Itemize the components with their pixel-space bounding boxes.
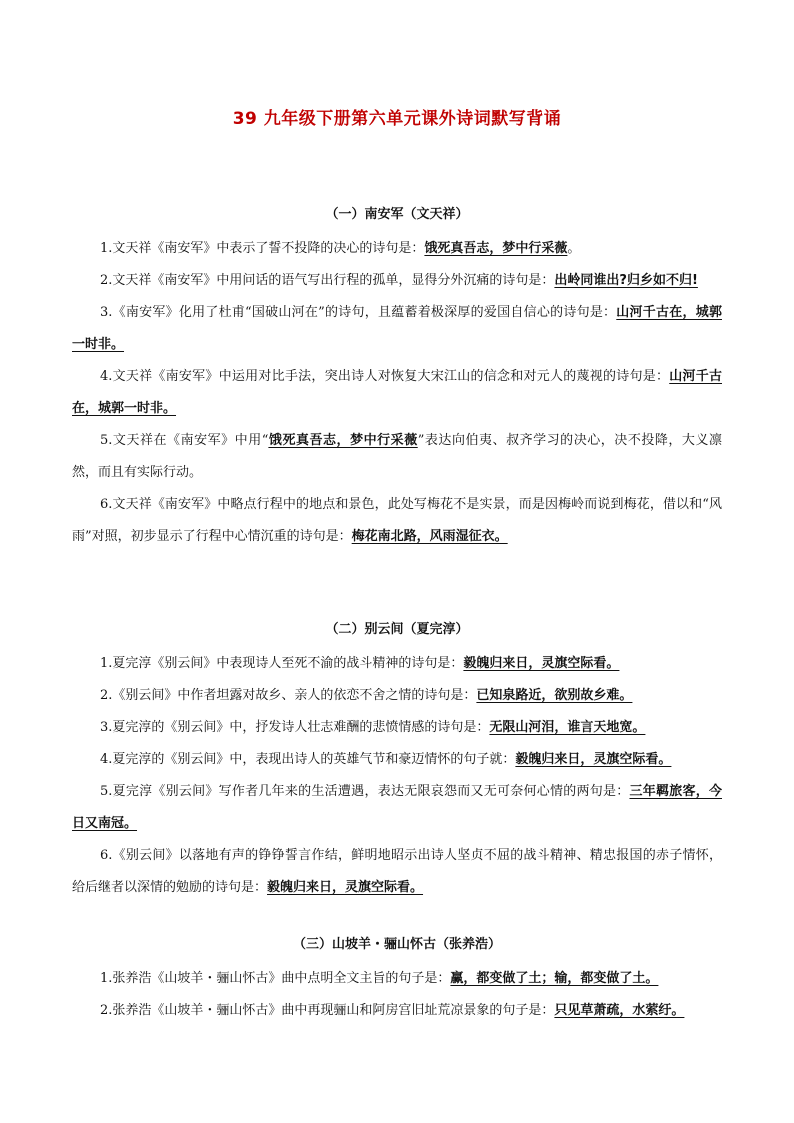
question-text: 4.文天祥《南安军》中运用对比手法，突出诗人对恢复大宋江山的信念和对元人的蔑视的诗句是：	[100, 369, 670, 384]
answer-text: 无限山河泪，谁言天地宽。	[489, 720, 646, 735]
question-text: 5.文天祥在《南安军》中用“	[100, 433, 269, 448]
question-text: 1.文天祥《南安军》中表示了誓不投降的决心的诗句是：	[100, 241, 425, 256]
section-heading: （一）南安军（文天祥）	[325, 207, 469, 222]
question-text: 2.张养浩《山坡羊・骊山怀古》曲中再现骊山和阿房宫旧址荒凉景象的句子是：	[100, 1003, 555, 1018]
answer-text: 山河千古在，城郭一时非。	[72, 305, 722, 352]
list-item	[72, 648, 722, 680]
question-text-after: ”表达向伯夷、叔齐学习的决心，决不投降，大义凛然，而且有实际行动。	[72, 433, 722, 480]
list-item	[72, 744, 722, 776]
list-item	[72, 233, 722, 265]
question-text: 2.《别云间》中作者坦露对故乡、亲人的依恋不舍之情的诗句是：	[100, 688, 477, 703]
question-text: 6.文天祥《南安军》中略点行程中的地点和景色，此处写梅花不是实景，而是因梅岭而说到梅花，借以和“风雨”对照，初步显示了行程中心情沉重的诗句是：	[72, 497, 722, 544]
list-item	[72, 680, 722, 712]
question-text: 4.夏完淳的《别云间》中，表现出诗人的英雄气节和豪迈情怀的句子就：	[100, 752, 516, 767]
answer-text: 三年羁旅客，今日又南冠。	[72, 784, 722, 831]
answer-text: 毅魄归来日，灵旗空际看。	[515, 752, 672, 767]
answer-text: 梅花南北路，风雨湿征衣。	[351, 529, 508, 544]
section-shanpoyang	[0, 935, 794, 1027]
question-text: 3.夏完淳的《别云间》中，抒发诗人壮志难酬的悲愤情感的诗句是：	[100, 720, 490, 735]
question-text: 6.《别云间》以落地有声的铮铮誓言作结，鲜明地昭示出诗人坚贞不屈的战斗精神、精忠报国的赤子情怀，给后继者以深情的勉励的诗句是：	[72, 848, 722, 895]
question-text: 1.夏完淳《别云间》中表现诗人至死不渝的战斗精神的诗句是：	[100, 656, 464, 671]
list-item	[72, 489, 722, 553]
answer-text: 赢，都变做了土；输，都变做了土。	[450, 971, 659, 986]
answer-text: 毅魄归来日，灵旗空际看。	[267, 880, 424, 895]
list-item	[72, 995, 722, 1027]
answer-text: 山河千古在，城郭一时非。	[72, 369, 722, 416]
question-text: 1.张养浩《山坡羊・骊山怀古》曲中点明全文主旨的句子是：	[100, 971, 451, 986]
answer-text: 饿死真吾志，梦中行采薇	[424, 241, 568, 256]
list-item	[72, 963, 722, 995]
answer-text: 只见草萧疏，水萦纡。	[554, 1003, 685, 1018]
section-heading: （二）别云间（夏完淳）	[325, 622, 469, 637]
answer-text: 饿死真吾志，梦中行采薇	[268, 433, 418, 448]
answer-text: 毅魄归来日，灵旗空际看。	[463, 656, 620, 671]
list-item	[72, 425, 722, 489]
list-item	[72, 712, 722, 744]
list-item	[72, 265, 722, 297]
section-bieyunjian	[0, 620, 794, 904]
question-text: 5.夏完淳《别云间》写作者几年来的生活遭遇，表达无限哀怨而又无可奈何心情的两句是：	[100, 784, 630, 799]
list-item	[72, 776, 722, 840]
list-item	[72, 297, 722, 361]
list-item	[72, 361, 722, 425]
section-nananjun	[0, 205, 794, 553]
answer-text: 出岭同谁出?归乡如不归!	[554, 273, 698, 288]
list-item	[72, 840, 722, 904]
question-text: 2.文天祥《南安军》中用问话的语气写出行程的孤单，显得分外沉痛的诗句是：	[100, 273, 555, 288]
page-title: 39 九年级下册第六单元课外诗词默写背诵	[232, 109, 562, 129]
question-text-after: 。	[567, 241, 581, 256]
answer-text: 已知泉路近，欲别故乡难。	[476, 688, 633, 703]
question-text: 3.《南安军》化用了杜甫“国破山河在”的诗句，且蕴蓄着极深厚的爱国自信心的诗句是：	[100, 305, 617, 320]
section-heading: （三）山坡羊・骊山怀古（张养浩）	[292, 937, 501, 952]
